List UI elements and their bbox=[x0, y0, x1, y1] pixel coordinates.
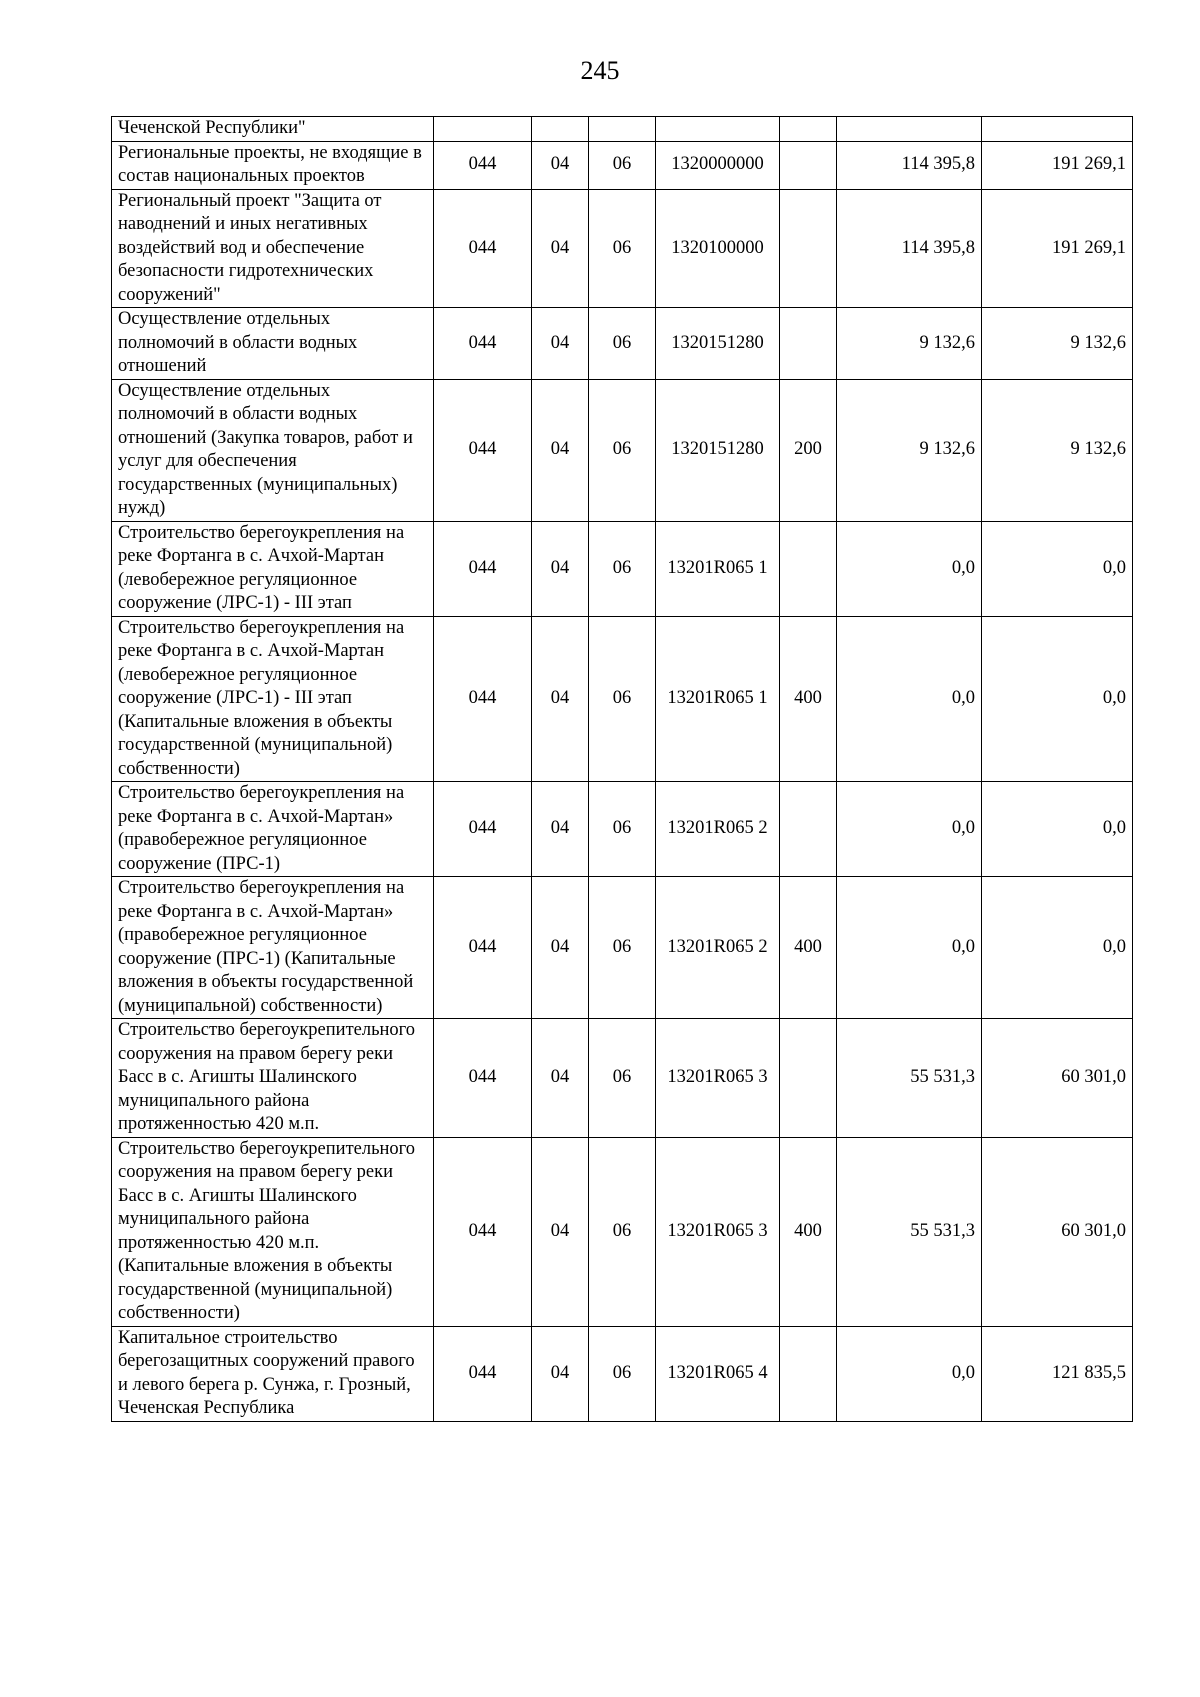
ministry-code: 044 bbox=[434, 1019, 532, 1138]
amount-second: 60 301,0 bbox=[982, 1137, 1133, 1326]
section-code: 04 bbox=[532, 521, 589, 616]
amount-first: 9 132,6 bbox=[837, 379, 982, 521]
budget-table bbox=[111, 116, 1133, 1422]
expense-type-code bbox=[780, 521, 837, 616]
row-name: Строительство берегоукрепления на реке Фортанга в с. Ачхой-Мартан» (правобережное регуляционное сооружение (ПРС-1) (Капитальные вложения в объекты государственной (муниципальной) собственности) bbox=[112, 877, 434, 1019]
section-code: 04 bbox=[532, 308, 589, 380]
table-row bbox=[112, 189, 1133, 308]
table-row bbox=[112, 1019, 1133, 1138]
ministry-code: 044 bbox=[434, 1326, 532, 1421]
amount-first: 114 395,8 bbox=[837, 141, 982, 189]
row-name: Строительство берегоукрепления на реке Фортанга в с. Ачхой-Мартан» (правобережное регуляционное сооружение (ПРС-1) bbox=[112, 782, 434, 877]
subsection-code bbox=[589, 117, 656, 142]
target-code: 1320000000 bbox=[656, 141, 780, 189]
amount-first: 114 395,8 bbox=[837, 189, 982, 308]
ministry-code: 044 bbox=[434, 1137, 532, 1326]
amount-second: 9 132,6 bbox=[982, 379, 1133, 521]
table-row bbox=[112, 1326, 1133, 1421]
table-row bbox=[112, 521, 1133, 616]
table-row bbox=[112, 782, 1133, 877]
row-name: Капитальное строительство берегозащитных сооружений правого и левого берега р. Сунжа, г. Грозный, Чеченская Республика bbox=[112, 1326, 434, 1421]
target-code: 13201R065 2 bbox=[656, 782, 780, 877]
target-code: 1320151280 bbox=[656, 308, 780, 380]
row-name: Осуществление отдельных полномочий в области водных отношений (Закупка товаров, работ и услуг для обеспечения государственных (муниципальных) нужд) bbox=[112, 379, 434, 521]
amount-second bbox=[982, 117, 1133, 142]
amount-first: 0,0 bbox=[837, 782, 982, 877]
table-row bbox=[112, 379, 1133, 521]
row-name: Чеченской Республики" bbox=[112, 117, 434, 142]
target-code: 1320151280 bbox=[656, 379, 780, 521]
section-code: 04 bbox=[532, 379, 589, 521]
expense-type-code bbox=[780, 782, 837, 877]
row-name: Строительство берегоукрепления на реке Фортанга в с. Ачхой-Мартан (левобережное регуляционное сооружение (ЛРС-1) - III этап bbox=[112, 521, 434, 616]
amount-first bbox=[837, 117, 982, 142]
row-name: Региональные проекты, не входящие в состав национальных проектов bbox=[112, 141, 434, 189]
amount-first: 0,0 bbox=[837, 521, 982, 616]
subsection-code: 06 bbox=[589, 1326, 656, 1421]
target-code: 13201R065 1 bbox=[656, 521, 780, 616]
subsection-code: 06 bbox=[589, 189, 656, 308]
ministry-code: 044 bbox=[434, 877, 532, 1019]
row-name: Строительство берегоукрепительного сооружения на правом берегу реки Басс в с. Агишты Шалинского муниципального района протяженностью 420 м.п. bbox=[112, 1019, 434, 1138]
expense-type-code: 400 bbox=[780, 877, 837, 1019]
amount-second: 191 269,1 bbox=[982, 141, 1133, 189]
ministry-code: 044 bbox=[434, 379, 532, 521]
amount-first: 0,0 bbox=[837, 616, 982, 782]
amount-first: 55 531,3 bbox=[837, 1019, 982, 1138]
expense-type-code bbox=[780, 189, 837, 308]
target-code: 13201R065 2 bbox=[656, 877, 780, 1019]
subsection-code: 06 bbox=[589, 877, 656, 1019]
expense-type-code bbox=[780, 308, 837, 380]
target-code: 13201R065 3 bbox=[656, 1137, 780, 1326]
ministry-code: 044 bbox=[434, 141, 532, 189]
subsection-code: 06 bbox=[589, 1019, 656, 1138]
amount-second: 121 835,5 bbox=[982, 1326, 1133, 1421]
amount-second: 0,0 bbox=[982, 616, 1133, 782]
table-row bbox=[112, 616, 1133, 782]
subsection-code: 06 bbox=[589, 616, 656, 782]
row-name: Региональный проект "Защита от наводнений и иных негативных воздействий вод и обеспечение безопасности гидротехнических сооружений" bbox=[112, 189, 434, 308]
subsection-code: 06 bbox=[589, 308, 656, 380]
row-name: Осуществление отдельных полномочий в области водных отношений bbox=[112, 308, 434, 380]
amount-second: 191 269,1 bbox=[982, 189, 1133, 308]
row-name: Строительство берегоукрепления на реке Фортанга в с. Ачхой-Мартан (левобережное регуляционное сооружение (ЛРС-1) - III этап (Капитальные вложения в объекты государственной (муниципальной) собственности) bbox=[112, 616, 434, 782]
expense-type-code bbox=[780, 1019, 837, 1138]
amount-second: 0,0 bbox=[982, 782, 1133, 877]
amount-second: 0,0 bbox=[982, 877, 1133, 1019]
section-code: 04 bbox=[532, 1019, 589, 1138]
ministry-code: 044 bbox=[434, 521, 532, 616]
target-code: 13201R065 3 bbox=[656, 1019, 780, 1138]
ministry-code: 044 bbox=[434, 308, 532, 380]
target-code: 1320100000 bbox=[656, 189, 780, 308]
table-row bbox=[112, 141, 1133, 189]
table-row bbox=[112, 1137, 1133, 1326]
ministry-code: 044 bbox=[434, 616, 532, 782]
expense-type-code: 200 bbox=[780, 379, 837, 521]
row-name: Строительство берегоукрепительного сооружения на правом берегу реки Басс в с. Агишты Шалинского муниципального района протяженностью 420 м.п. (Капитальные вложения в объекты государственной (муниципальной) собственности) bbox=[112, 1137, 434, 1326]
table-row bbox=[112, 117, 1133, 142]
expense-type-code bbox=[780, 117, 837, 142]
subsection-code: 06 bbox=[589, 1137, 656, 1326]
expense-type-code: 400 bbox=[780, 1137, 837, 1326]
expense-type-code: 400 bbox=[780, 616, 837, 782]
expense-type-code bbox=[780, 1326, 837, 1421]
target-code bbox=[656, 117, 780, 142]
target-code: 13201R065 4 bbox=[656, 1326, 780, 1421]
subsection-code: 06 bbox=[589, 141, 656, 189]
section-code: 04 bbox=[532, 616, 589, 782]
section-code: 04 bbox=[532, 141, 589, 189]
table-row bbox=[112, 877, 1133, 1019]
page-number: 245 bbox=[580, 56, 620, 85]
ministry-code bbox=[434, 117, 532, 142]
ministry-code: 044 bbox=[434, 782, 532, 877]
section-code: 04 bbox=[532, 782, 589, 877]
amount-second: 60 301,0 bbox=[982, 1019, 1133, 1138]
expense-type-code bbox=[780, 141, 837, 189]
subsection-code: 06 bbox=[589, 782, 656, 877]
amount-first: 9 132,6 bbox=[837, 308, 982, 380]
section-code: 04 bbox=[532, 1137, 589, 1326]
section-code: 04 bbox=[532, 189, 589, 308]
amount-second: 0,0 bbox=[982, 521, 1133, 616]
section-code bbox=[532, 117, 589, 142]
amount-first: 55 531,3 bbox=[837, 1137, 982, 1326]
amount-first: 0,0 bbox=[837, 877, 982, 1019]
section-code: 04 bbox=[532, 1326, 589, 1421]
section-code: 04 bbox=[532, 877, 589, 1019]
ministry-code: 044 bbox=[434, 189, 532, 308]
subsection-code: 06 bbox=[589, 521, 656, 616]
subsection-code: 06 bbox=[589, 379, 656, 521]
amount-first: 0,0 bbox=[837, 1326, 982, 1421]
amount-second: 9 132,6 bbox=[982, 308, 1133, 380]
table-row bbox=[112, 308, 1133, 380]
target-code: 13201R065 1 bbox=[656, 616, 780, 782]
